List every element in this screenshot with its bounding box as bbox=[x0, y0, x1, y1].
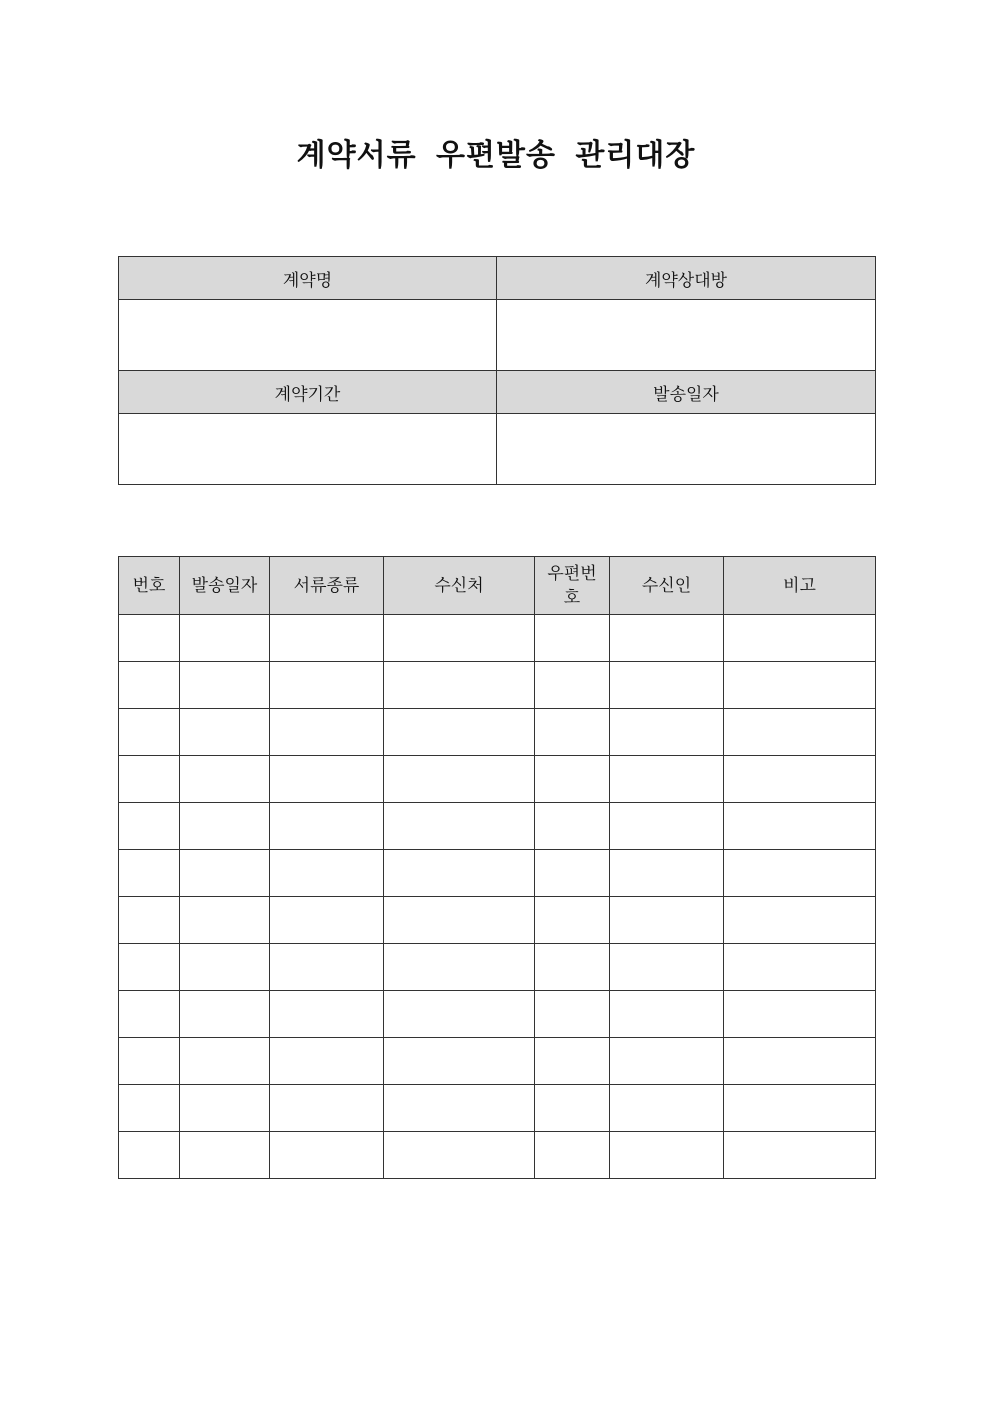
recipient-address-cell[interactable] bbox=[384, 850, 535, 897]
col-header-receiver: 수신인 bbox=[610, 557, 724, 615]
doc-type-cell[interactable] bbox=[270, 991, 384, 1038]
col-header-postal-code bbox=[535, 557, 610, 615]
contract-period-field[interactable] bbox=[119, 414, 497, 485]
number-cell[interactable] bbox=[119, 944, 180, 991]
recipient-address-cell[interactable] bbox=[384, 1132, 535, 1179]
recipient-address-cell[interactable] bbox=[384, 709, 535, 756]
receiver-cell[interactable] bbox=[610, 756, 724, 803]
table-row bbox=[119, 803, 876, 850]
receiver-cell[interactable] bbox=[610, 709, 724, 756]
recipient-address-cell[interactable] bbox=[384, 944, 535, 991]
receiver-cell[interactable] bbox=[610, 897, 724, 944]
number-cell[interactable] bbox=[119, 897, 180, 944]
receiver-cell[interactable] bbox=[610, 850, 724, 897]
doc-type-cell[interactable] bbox=[270, 1085, 384, 1132]
receiver-cell[interactable] bbox=[610, 615, 724, 662]
receiver-cell[interactable] bbox=[610, 662, 724, 709]
recipient-address-cell[interactable] bbox=[384, 803, 535, 850]
table-row bbox=[119, 991, 876, 1038]
number-cell[interactable] bbox=[119, 1085, 180, 1132]
number-cell[interactable] bbox=[119, 1132, 180, 1179]
send-date-cell[interactable] bbox=[180, 615, 270, 662]
receiver-cell[interactable] bbox=[610, 803, 724, 850]
recipient-address-cell[interactable] bbox=[384, 991, 535, 1038]
recipient-address-cell[interactable] bbox=[384, 897, 535, 944]
postal-code-cell[interactable] bbox=[535, 803, 610, 850]
table-row bbox=[119, 944, 876, 991]
postal-code-cell[interactable] bbox=[535, 615, 610, 662]
counterparty-field[interactable] bbox=[497, 300, 876, 371]
remarks-cell[interactable] bbox=[724, 1085, 876, 1132]
doc-type-cell[interactable] bbox=[270, 944, 384, 991]
doc-type-cell[interactable] bbox=[270, 897, 384, 944]
postal-code-line2: 호 bbox=[563, 587, 581, 608]
send-date-field[interactable] bbox=[497, 414, 876, 485]
remarks-cell[interactable] bbox=[724, 1132, 876, 1179]
postal-code-cell[interactable] bbox=[535, 1132, 610, 1179]
doc-type-cell[interactable] bbox=[270, 850, 384, 897]
send-date-cell[interactable] bbox=[180, 709, 270, 756]
postal-code-cell[interactable] bbox=[535, 1038, 610, 1085]
col-header-send-date: 발송일자 bbox=[180, 557, 270, 615]
postal-code-cell[interactable] bbox=[535, 662, 610, 709]
remarks-cell[interactable] bbox=[724, 991, 876, 1038]
recipient-address-cell[interactable] bbox=[384, 1038, 535, 1085]
col-header-number: 번호 bbox=[119, 557, 180, 615]
postal-code-cell[interactable] bbox=[535, 944, 610, 991]
receiver-cell[interactable] bbox=[610, 1085, 724, 1132]
log-body bbox=[119, 615, 876, 1179]
number-cell[interactable] bbox=[119, 756, 180, 803]
table-row bbox=[119, 897, 876, 944]
number-cell[interactable] bbox=[119, 803, 180, 850]
send-date-cell[interactable] bbox=[180, 944, 270, 991]
log-header-row bbox=[119, 557, 876, 615]
contract-name-label: 계약명 bbox=[119, 257, 497, 300]
send-date-cell[interactable] bbox=[180, 850, 270, 897]
recipient-address-cell[interactable] bbox=[384, 756, 535, 803]
number-cell[interactable] bbox=[119, 709, 180, 756]
remarks-cell[interactable] bbox=[724, 944, 876, 991]
doc-type-cell[interactable] bbox=[270, 662, 384, 709]
send-date-cell[interactable] bbox=[180, 803, 270, 850]
remarks-cell[interactable] bbox=[724, 897, 876, 944]
remarks-cell[interactable] bbox=[724, 803, 876, 850]
contract-name-field[interactable] bbox=[119, 300, 497, 371]
doc-type-cell[interactable] bbox=[270, 1038, 384, 1085]
remarks-cell[interactable] bbox=[724, 756, 876, 803]
recipient-address-cell[interactable] bbox=[384, 615, 535, 662]
table-row bbox=[119, 615, 876, 662]
remarks-cell[interactable] bbox=[724, 1038, 876, 1085]
receiver-cell[interactable] bbox=[610, 1132, 724, 1179]
postal-code-cell[interactable] bbox=[535, 756, 610, 803]
receiver-cell[interactable] bbox=[610, 1038, 724, 1085]
number-cell[interactable] bbox=[119, 662, 180, 709]
recipient-address-cell[interactable] bbox=[384, 662, 535, 709]
table-row bbox=[119, 756, 876, 803]
postal-code-cell[interactable] bbox=[535, 709, 610, 756]
remarks-cell[interactable] bbox=[724, 615, 876, 662]
send-date-cell[interactable] bbox=[180, 1038, 270, 1085]
table-row bbox=[119, 1132, 876, 1179]
remarks-cell[interactable] bbox=[724, 850, 876, 897]
col-header-doc-type: 서류종류 bbox=[270, 557, 384, 615]
doc-type-cell[interactable] bbox=[270, 756, 384, 803]
send-date-cell[interactable] bbox=[180, 991, 270, 1038]
col-header-remarks: 비고 bbox=[724, 557, 876, 615]
doc-type-cell[interactable] bbox=[270, 615, 384, 662]
remarks-cell[interactable] bbox=[724, 709, 876, 756]
table-row bbox=[119, 1085, 876, 1132]
postal-code-cell[interactable] bbox=[535, 850, 610, 897]
send-date-cell[interactable] bbox=[180, 1085, 270, 1132]
number-cell[interactable] bbox=[119, 1038, 180, 1085]
counterparty-label: 계약상대방 bbox=[497, 257, 876, 300]
doc-type-cell[interactable] bbox=[270, 709, 384, 756]
number-cell[interactable] bbox=[119, 991, 180, 1038]
send-date-cell[interactable] bbox=[180, 756, 270, 803]
postal-code-cell[interactable] bbox=[535, 1085, 610, 1132]
table-row bbox=[119, 850, 876, 897]
send-date-cell[interactable] bbox=[180, 897, 270, 944]
recipient-address-cell[interactable] bbox=[384, 1085, 535, 1132]
mailing-log-table bbox=[118, 556, 876, 1179]
send-date-label: 발송일자 bbox=[497, 371, 876, 414]
contract-info-table bbox=[118, 256, 876, 485]
table-row bbox=[119, 709, 876, 756]
send-date-cell[interactable] bbox=[180, 1132, 270, 1179]
receiver-cell[interactable] bbox=[610, 991, 724, 1038]
receiver-cell[interactable] bbox=[610, 944, 724, 991]
table-row bbox=[119, 1038, 876, 1085]
doc-type-cell[interactable] bbox=[270, 803, 384, 850]
col-header-recipient-address: 수신처 bbox=[384, 557, 535, 615]
postal-code-cell[interactable] bbox=[535, 991, 610, 1038]
number-cell[interactable] bbox=[119, 615, 180, 662]
number-cell[interactable] bbox=[119, 850, 180, 897]
page-title: 계약서류 우편발송 관리대장 bbox=[296, 138, 696, 173]
postal-code-cell[interactable] bbox=[535, 897, 610, 944]
contract-period-label: 계약기간 bbox=[119, 371, 497, 414]
remarks-cell[interactable] bbox=[724, 662, 876, 709]
postal-code-line1: 우편번 bbox=[547, 563, 597, 584]
table-row bbox=[119, 662, 876, 709]
doc-type-cell[interactable] bbox=[270, 1132, 384, 1179]
send-date-cell[interactable] bbox=[180, 662, 270, 709]
